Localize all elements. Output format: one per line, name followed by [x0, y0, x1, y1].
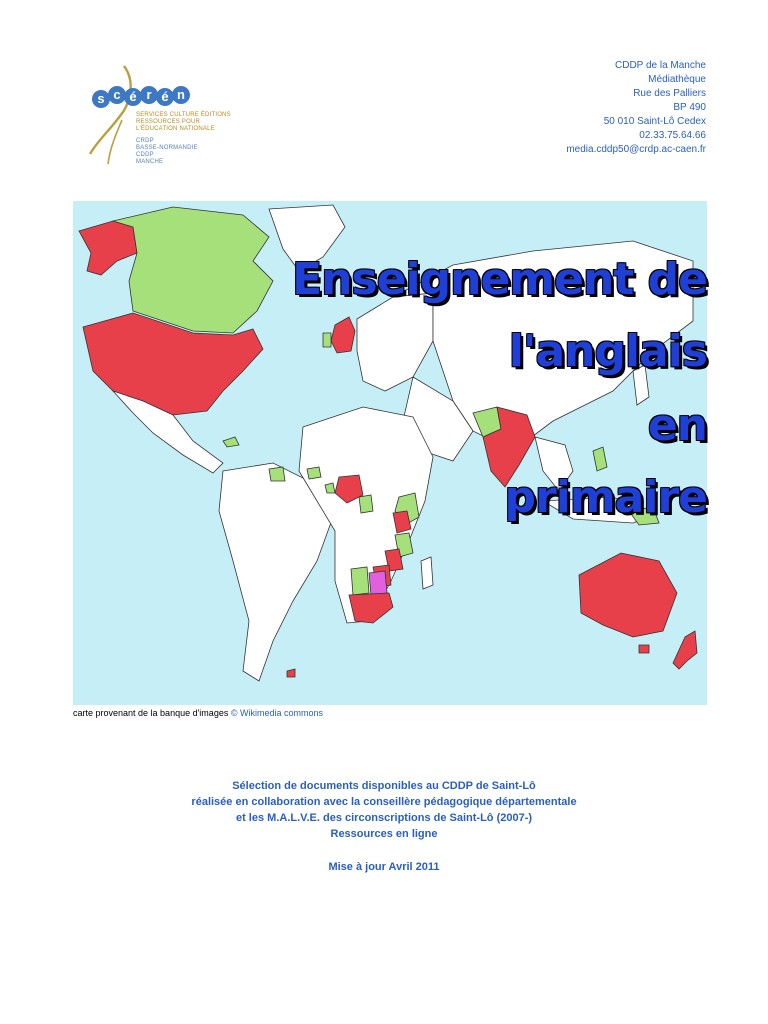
logo-tagline: RESSOURCES POUR [136, 119, 201, 125]
address-line: 50 010 Saint-Lô Cedex [603, 116, 706, 127]
address-line: BP 490 [673, 102, 706, 113]
address-line: CDDP de la Manche [615, 60, 706, 71]
address-line: Médiathèque [648, 74, 706, 85]
selection-line: et les M.A.L.V.E. des circonscriptions de Saint-Lô (2007-) [235, 812, 533, 824]
logo-network: CRDP [136, 138, 154, 144]
title-line: l'anglais [508, 326, 707, 377]
logo-letter: r [140, 86, 158, 104]
logo-tagline: SERVICES CULTURE ÉDITIONS [136, 112, 231, 118]
logo-letter: é [156, 88, 174, 106]
address-email-link[interactable]: media.cddp50@crdp.ac-caen.fr [566, 144, 706, 155]
logo-tagline: L'ÉDUCATION NATIONALE [136, 126, 215, 132]
selection-line: réalisée en collaboration avec la conseillère pédagogique départementale [191, 796, 577, 808]
logo-letter: é [124, 88, 142, 106]
selection-line: Sélection de documents disponibles au CDDP de Saint-Lô [232, 780, 536, 792]
update-date: Mise à jour Avril 2011 [328, 861, 440, 873]
title-line: primaire [504, 472, 707, 523]
title-line: en [647, 400, 707, 451]
address-block [566, 59, 706, 157]
logo-letter: c [108, 86, 126, 104]
address-phone: 02.33.75.64.66 [639, 130, 706, 141]
logo-letter: s [92, 90, 110, 108]
selection-description [0, 778, 768, 842]
logo-network: BASSE-NORMANDIE [136, 145, 198, 151]
logo-network: CDDP [136, 152, 154, 158]
caption-text: carte provenant de la banque d'images [73, 708, 231, 718]
logo-letter: n [172, 86, 190, 104]
address-line: Rue des Palliers [633, 88, 706, 99]
wikimedia-link[interactable]: © Wikimedia commons [230, 708, 323, 718]
selection-line: Ressources en ligne [330, 828, 438, 840]
title-line: Enseignement de [292, 254, 707, 305]
map-caption [73, 708, 323, 718]
sceren-logo [80, 64, 250, 176]
logo-network: MANCHE [136, 159, 164, 165]
